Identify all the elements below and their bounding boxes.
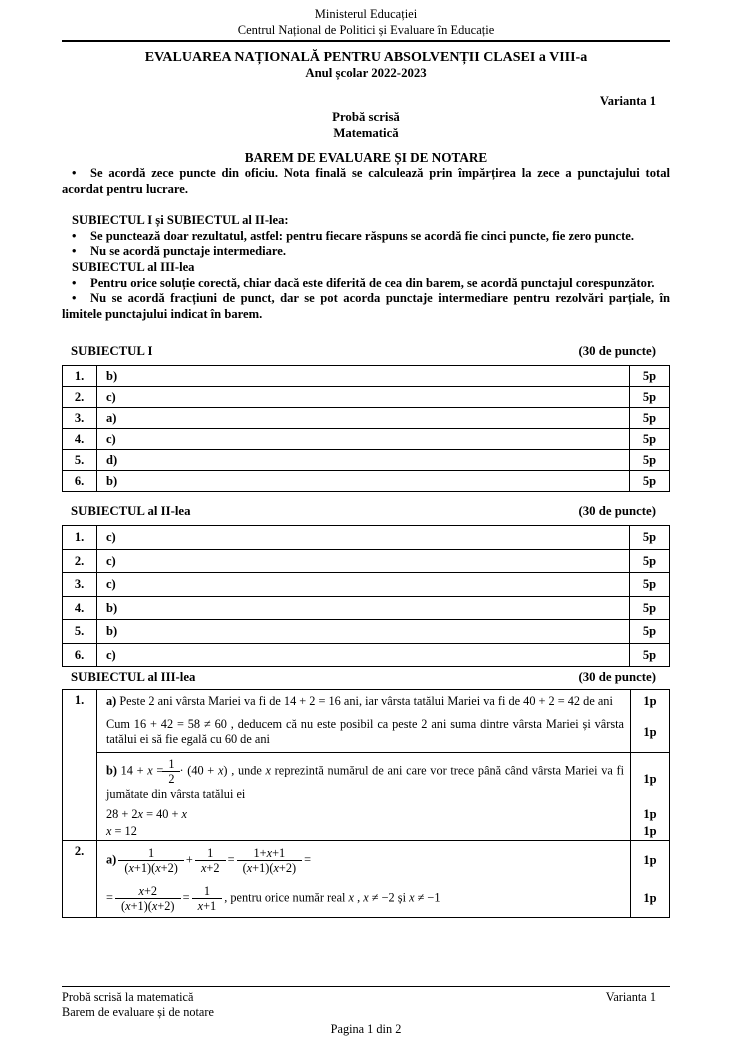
text-segment: ani vârsta Mariei va fi de (154, 693, 284, 708)
text-segment: , pentru orice număr real (221, 889, 349, 904)
points-value: 5p (630, 643, 670, 667)
subject2-answer-table (62, 525, 670, 667)
points-value: 1p (643, 852, 657, 867)
answer-letter: b) (97, 596, 630, 620)
text-segment: de ani (237, 732, 270, 747)
grading-rules (62, 166, 670, 322)
fraction-denominator: (x+1)(x+2) (242, 860, 297, 875)
answer-row (63, 549, 670, 573)
answer-letter: b) (97, 366, 630, 387)
row-number: 5. (63, 450, 97, 471)
fraction-numerator: 1+x+1 (237, 846, 303, 861)
bullet-marker: • (72, 228, 77, 243)
exam-subject: Matematică (333, 126, 399, 140)
text-segment: = (301, 851, 312, 866)
solution-step (97, 807, 669, 824)
subject1-answer-table (62, 365, 670, 492)
solution-step (97, 823, 669, 840)
fraction (198, 846, 223, 875)
answer-letter: c) (97, 573, 630, 597)
text-segment: de ani (580, 693, 613, 708)
subject1-points-label: (30 de puncte) (578, 344, 656, 359)
points-value: 1p (643, 890, 657, 905)
rule-office-points: • Se acordă zece puncte din oficiu. Nota finală se calculează prin împărțirea la zece a punctajului total acordat pentru lucrare. (62, 166, 670, 196)
fraction-denominator: (x+1)(x+2) (124, 860, 178, 875)
answer-letter: b) (97, 471, 630, 492)
subject3-solution-table (62, 689, 670, 918)
answer-letter: c) (97, 549, 630, 573)
section-1-2-heading: SUBIECTUL I și SUBIECTUL al II-lea: (72, 213, 289, 228)
text-segment: x = 12 (106, 823, 137, 838)
header-rule (62, 40, 670, 42)
footer-rule (62, 986, 670, 987)
row-number: 4. (63, 596, 97, 620)
solution-part (97, 752, 669, 840)
text-segment: a) (106, 851, 117, 866)
row-number: 1. (63, 690, 97, 840)
page-number: Pagina 1 din 2 (330, 1022, 402, 1036)
text-segment: 2 (421, 716, 428, 731)
answer-row (63, 387, 670, 408)
fraction (121, 846, 181, 875)
text-segment: 60 (224, 732, 238, 747)
points-value: 1p (643, 807, 657, 822)
exam-type: Probă scrisă (332, 110, 400, 124)
page-footer (62, 986, 670, 1037)
solution-row (63, 840, 669, 917)
text-segment: reprezintă numărul de ani care vor trece până când vârsta Mariei va fi jumătate din vârsta tatălui ei (106, 763, 625, 802)
subject2-points-label: (30 de puncte) (578, 504, 656, 519)
answer-letter: d) (97, 450, 630, 471)
fraction-numerator: 1 (118, 846, 184, 861)
answer-row (63, 408, 670, 429)
answer-row (63, 366, 670, 387)
bullet-marker: • (72, 166, 77, 180)
points-value: 1p (643, 724, 657, 739)
subject3-points-label: (30 de puncte) (578, 670, 656, 685)
bullet-marker: • (72, 291, 77, 306)
answer-row (63, 471, 670, 492)
text-segment: 14 + x = (120, 763, 164, 778)
points-value: 5p (630, 573, 670, 597)
text-segment: ani suma dintre vârsta Mariei și vârsta tatălui ei să fie egală cu (106, 716, 624, 747)
fraction (165, 757, 177, 786)
points-value: 5p (630, 471, 670, 492)
answer-letter: b) (97, 620, 630, 644)
subject3-heading-row (62, 669, 670, 686)
fraction (195, 884, 220, 913)
text-segment: x ≠ −1 (409, 889, 441, 904)
fraction (240, 846, 300, 875)
text-segment: + (182, 851, 196, 866)
fraction-denominator: (x+1)(x+2) (121, 898, 175, 913)
bullet-marker: • (72, 275, 77, 290)
footer-exam-type: Probă scrisă la matematică (62, 990, 194, 1004)
answer-row (63, 526, 670, 550)
solution-row (63, 690, 669, 840)
subject1-heading: SUBIECTUL I (71, 344, 153, 359)
answer-letter: c) (97, 526, 630, 550)
fraction-denominator: 2 (168, 772, 175, 787)
text-segment: Cum (106, 716, 134, 731)
text-segment: , unde (227, 763, 266, 778)
points-value: 5p (630, 620, 670, 644)
fraction (118, 884, 178, 913)
text-segment: Peste (116, 693, 149, 708)
answer-letter: c) (97, 429, 630, 450)
solution-text (97, 841, 631, 879)
fraction-numerator: x+2 (115, 884, 181, 899)
solution-step (97, 690, 669, 713)
header-org-line1: Ministerul Educației (314, 7, 418, 21)
text-segment: x ≠ −2 (363, 889, 395, 904)
spacer (62, 197, 670, 213)
solution-step (97, 879, 669, 917)
solution-text (97, 879, 631, 917)
solution-parts (97, 690, 669, 840)
barem-title: BAREM DE EVALUARE ȘI DE NOTARE (244, 150, 488, 165)
fraction-denominator: x+1 (197, 898, 217, 913)
school-year: Anul școlar 2022-2023 (305, 66, 427, 80)
text-segment: 16 + 42 = 58 ≠ 60 (133, 716, 227, 731)
row-number: 6. (63, 471, 97, 492)
fraction-numerator: 1 (162, 757, 180, 772)
points-value: 1p (643, 772, 657, 787)
points-value: 5p (630, 429, 670, 450)
text-segment: = (224, 851, 238, 866)
solution-part (97, 841, 669, 917)
text-segment: , (354, 889, 364, 904)
solution-step (97, 753, 669, 807)
rule-no-intermediate: • Nu se acordă punctaje intermediare. (72, 244, 286, 259)
row-number: 2. (63, 841, 97, 917)
text-segment: ani, iar vârsta tatălui Mariei va fi de (340, 693, 524, 708)
text-segment: a) (106, 693, 117, 708)
answer-row (63, 620, 670, 644)
fraction-numerator: 1 (192, 884, 223, 899)
row-number: 2. (63, 387, 97, 408)
footer-left (62, 990, 214, 1020)
bullet-marker: • (72, 244, 77, 259)
answer-letter: a) (97, 408, 630, 429)
answer-row (63, 450, 670, 471)
row-number: 6. (63, 643, 97, 667)
text-segment: x (265, 763, 271, 778)
solution-step (97, 713, 669, 752)
points-value: 5p (630, 366, 670, 387)
text-segment: 14 + 2 = 16 (283, 693, 341, 708)
solution-text (97, 713, 631, 752)
answer-row (63, 429, 670, 450)
points-value: 5p (630, 549, 670, 573)
document-title: EVALUAREA NAȚIONALĂ PENTRU ABSOLVENȚII CLASEI a VIII-a (144, 50, 588, 65)
points-value: 5p (630, 408, 670, 429)
text-segment: · (40 + x) (179, 763, 228, 778)
solution-parts (97, 841, 669, 917)
rule-any-solution: • Pentru orice soluție corectă, chiar dacă este diferită de cea din barem, se acordă punctajul corespunzător. (72, 275, 655, 290)
text-segment: 40 + 2 = 42 (523, 693, 581, 708)
footer-variant: Varianta 1 (605, 990, 656, 1004)
row-number: 2. (63, 549, 97, 573)
subject3-heading: SUBIECTUL al III-lea (71, 670, 196, 685)
row-number: 4. (63, 429, 97, 450)
solution-text (97, 753, 631, 807)
fraction-denominator: x+2 (200, 860, 220, 875)
variant-label: Varianta 1 (599, 94, 656, 108)
row-number: 1. (63, 366, 97, 387)
text-segment: 2 (148, 693, 155, 708)
rule-no-fractions: • Nu se acordă fracțiuni de punct, dar se pot acorda punctaje intermediare pentru rezolvări parțiale, în limitele punctajului indicat în barem. (62, 291, 670, 321)
text-segment: = (179, 889, 193, 904)
answer-letter: c) (97, 387, 630, 408)
points-value: 5p (630, 387, 670, 408)
header-org-line2: Centrul Național de Politici și Evaluare în Educație (237, 23, 495, 37)
row-number: 1. (63, 526, 97, 550)
fraction-numerator: 1 (195, 846, 226, 861)
answer-letter: c) (97, 643, 630, 667)
solution-text (97, 690, 631, 713)
row-number: 3. (63, 408, 97, 429)
row-number: 5. (63, 620, 97, 644)
points-value: 5p (630, 596, 670, 620)
solution-text (97, 807, 631, 824)
text-segment: x (348, 889, 355, 904)
solution-step (97, 841, 669, 879)
subject1-heading-row (62, 343, 670, 360)
text-segment: și (394, 889, 410, 904)
points-value: 5p (630, 450, 670, 471)
rule-result-only: • Se punctează doar rezultatul, astfel: pentru fiecare răspuns se acordă fie cinci puncte, fie zero puncte. (72, 228, 635, 243)
footer-barem-label: Barem de evaluare și de notare (62, 1005, 214, 1019)
answer-row (63, 643, 670, 667)
answer-row (63, 573, 670, 597)
text-segment: b) (106, 763, 117, 778)
solution-part (97, 690, 669, 751)
subject2-heading-row (62, 503, 670, 520)
text-segment: 28 + 2x = 40 + x (106, 807, 187, 822)
answer-row (63, 596, 670, 620)
subject2-heading: SUBIECTUL al II-lea (71, 504, 191, 519)
points-value: 1p (643, 694, 657, 709)
text-segment: , deducem că nu este posibil ca peste (226, 716, 422, 731)
row-number: 3. (63, 573, 97, 597)
solution-text (97, 823, 631, 840)
points-value: 1p (643, 824, 657, 839)
text-segment: = (106, 889, 117, 904)
points-value: 5p (630, 526, 670, 550)
section-3-heading: SUBIECTUL al III-lea (72, 259, 195, 274)
